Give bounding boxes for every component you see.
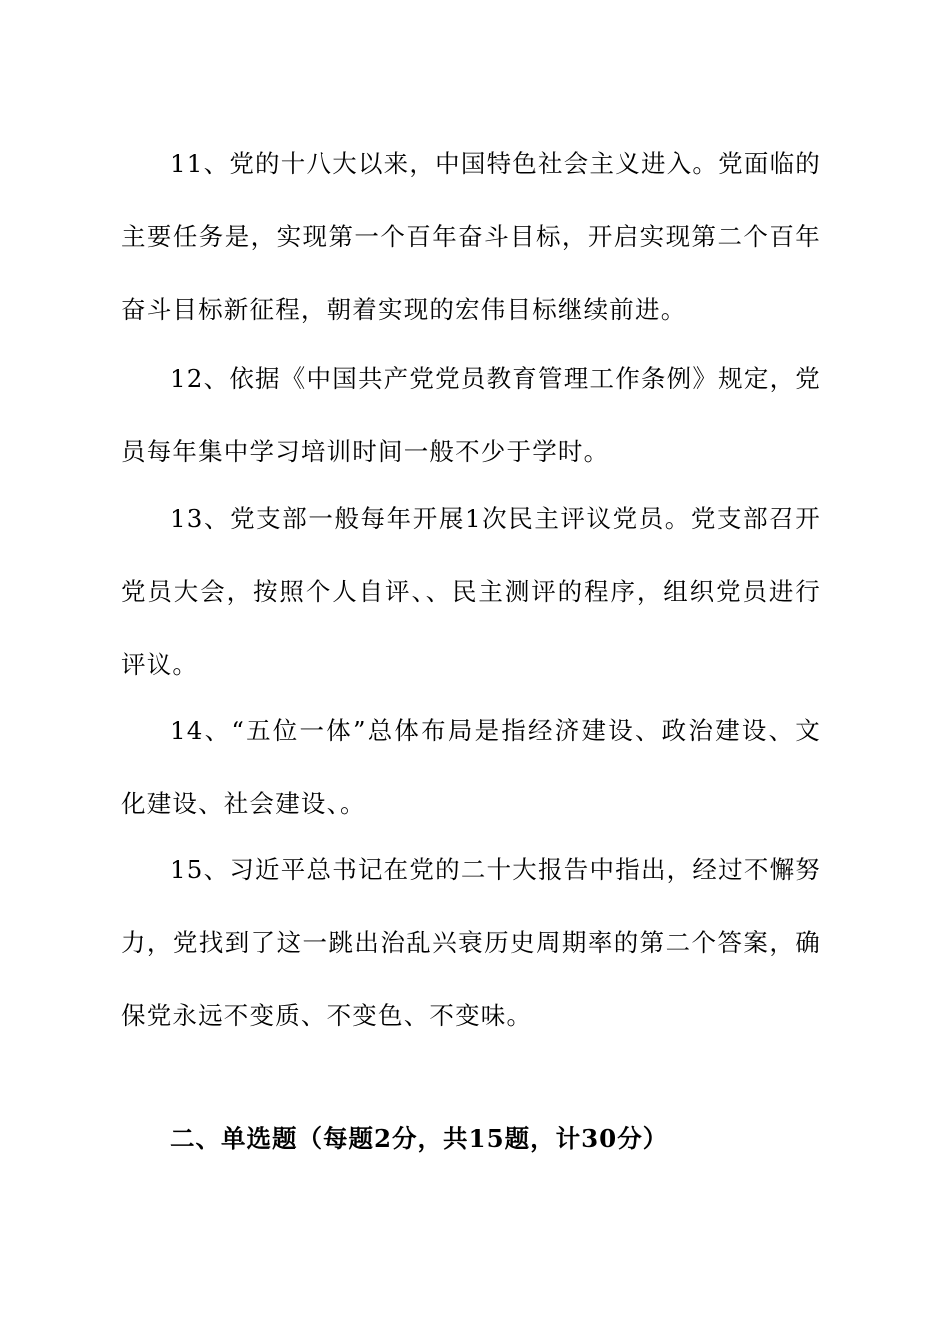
question-13: 13、党支部一般每年开展1次民主评议党员。党支部召开党员大会，按照个人自评、、民主测评的程序，组织党员进行评议。 (121, 504, 821, 679)
question-11: 11、党的十八大以来，中国特色社会主义进入。党面临的主要任务是，实现第一个百年奋斗目标，开启实现第二个百年奋斗目标新征程，朝着实现的宏伟目标继续前进。 (121, 149, 821, 324)
question-14: 14、“五位一体”总体布局是指经济建设、政治建设、文化建设、社会建设、。 (121, 716, 821, 818)
question-12: 12、依据《中国共产党党员教育管理工作条例》规定，党员每年集中学习培训时间一般不少于学时。 (121, 364, 821, 466)
question-15: 15、习近平总书记在党的二十大报告中指出，经过不懈努力，党找到了这一跳出治乱兴衰历史周期率的第二个答案，确保党永远不变质、不变色、不变味。 (121, 855, 821, 1030)
section-heading: 二、单选题（每题2分，共15题，计30分） (170, 1124, 669, 1153)
